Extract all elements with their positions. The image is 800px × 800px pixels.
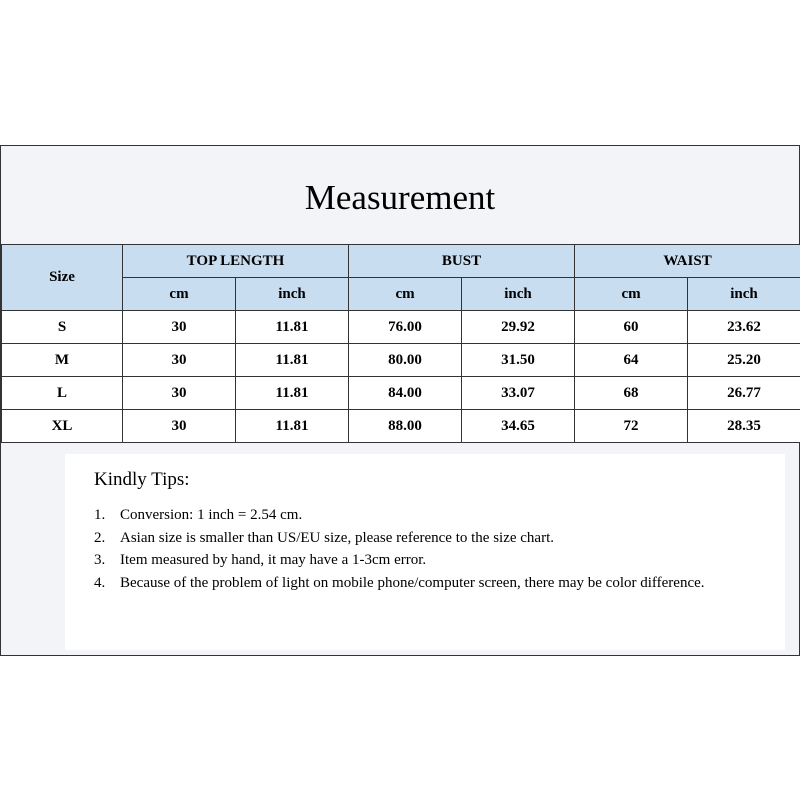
unit-header: cm [349, 278, 462, 311]
size-cell: M [2, 344, 123, 377]
table-cell: 76.00 [349, 311, 462, 344]
table-cell: 30 [123, 410, 236, 443]
table-cell: 88.00 [349, 410, 462, 443]
table-cell: 29.92 [462, 311, 575, 344]
page-title: Measurement [304, 178, 496, 217]
unit-header: cm [123, 278, 236, 311]
unit-header: inch [462, 278, 575, 311]
unit-header: inch [688, 278, 800, 311]
size-table [1, 244, 800, 443]
table-cell: 80.00 [349, 344, 462, 377]
table-cell: 23.62 [688, 311, 800, 344]
unit-header: cm [575, 278, 688, 311]
tip-number: 2. [94, 529, 106, 546]
tip-text: Because of the problem of light on mobile phone/computer screen, there may be color difference. [120, 574, 705, 591]
table-row [2, 377, 800, 410]
tips-list [94, 504, 714, 594]
tip-text: Asian size is smaller than US/EU size, please reference to the size chart. [120, 529, 554, 546]
table-cell: 30 [123, 344, 236, 377]
table-cell: 30 [123, 311, 236, 344]
tip-number: 3. [94, 552, 106, 568]
tip-text: Item measured by hand, it may have a 1-3cm error. [120, 552, 427, 568]
table-cell: 25.20 [688, 344, 800, 377]
table-cell: 72 [575, 410, 688, 443]
tip-item [94, 527, 714, 550]
table-cell: 31.50 [462, 344, 575, 377]
table-cell: 84.00 [349, 377, 462, 410]
tip-text: Conversion: 1 inch = 2.54 cm. [120, 507, 303, 523]
table-cell: 30 [123, 377, 236, 410]
table-cell: 28.35 [688, 410, 800, 443]
group-header-waist: WAIST [575, 245, 800, 278]
table-header-row [2, 245, 800, 278]
table-row [2, 410, 800, 443]
table-cell: 68 [575, 377, 688, 410]
tips-box [65, 454, 785, 650]
unit-header: inch [236, 278, 349, 311]
table-cell: 11.81 [236, 410, 349, 443]
group-header-top-length: TOP LENGTH [123, 245, 349, 278]
tip-item [94, 549, 714, 572]
tip-number: 1. [94, 507, 106, 523]
table-cell: 11.81 [236, 377, 349, 410]
table-cell: 11.81 [236, 311, 349, 344]
size-cell: XL [2, 410, 123, 443]
table-row [2, 344, 800, 377]
size-column-header: Size [2, 245, 123, 311]
table-cell: 34.65 [462, 410, 575, 443]
size-cell: S [2, 311, 123, 344]
tip-number: 4. [94, 574, 106, 591]
table-cell: 64 [575, 344, 688, 377]
table-cell: 26.77 [688, 377, 800, 410]
tip-item [94, 572, 714, 595]
table-cell: 11.81 [236, 344, 349, 377]
table-cell: 33.07 [462, 377, 575, 410]
size-cell: L [2, 377, 123, 410]
tip-item [94, 504, 714, 527]
group-header-bust: BUST [349, 245, 575, 278]
table-cell: 60 [575, 311, 688, 344]
tips-heading: Kindly Tips: [94, 469, 190, 490]
table-row [2, 311, 800, 344]
size-chart-panel [0, 145, 800, 656]
